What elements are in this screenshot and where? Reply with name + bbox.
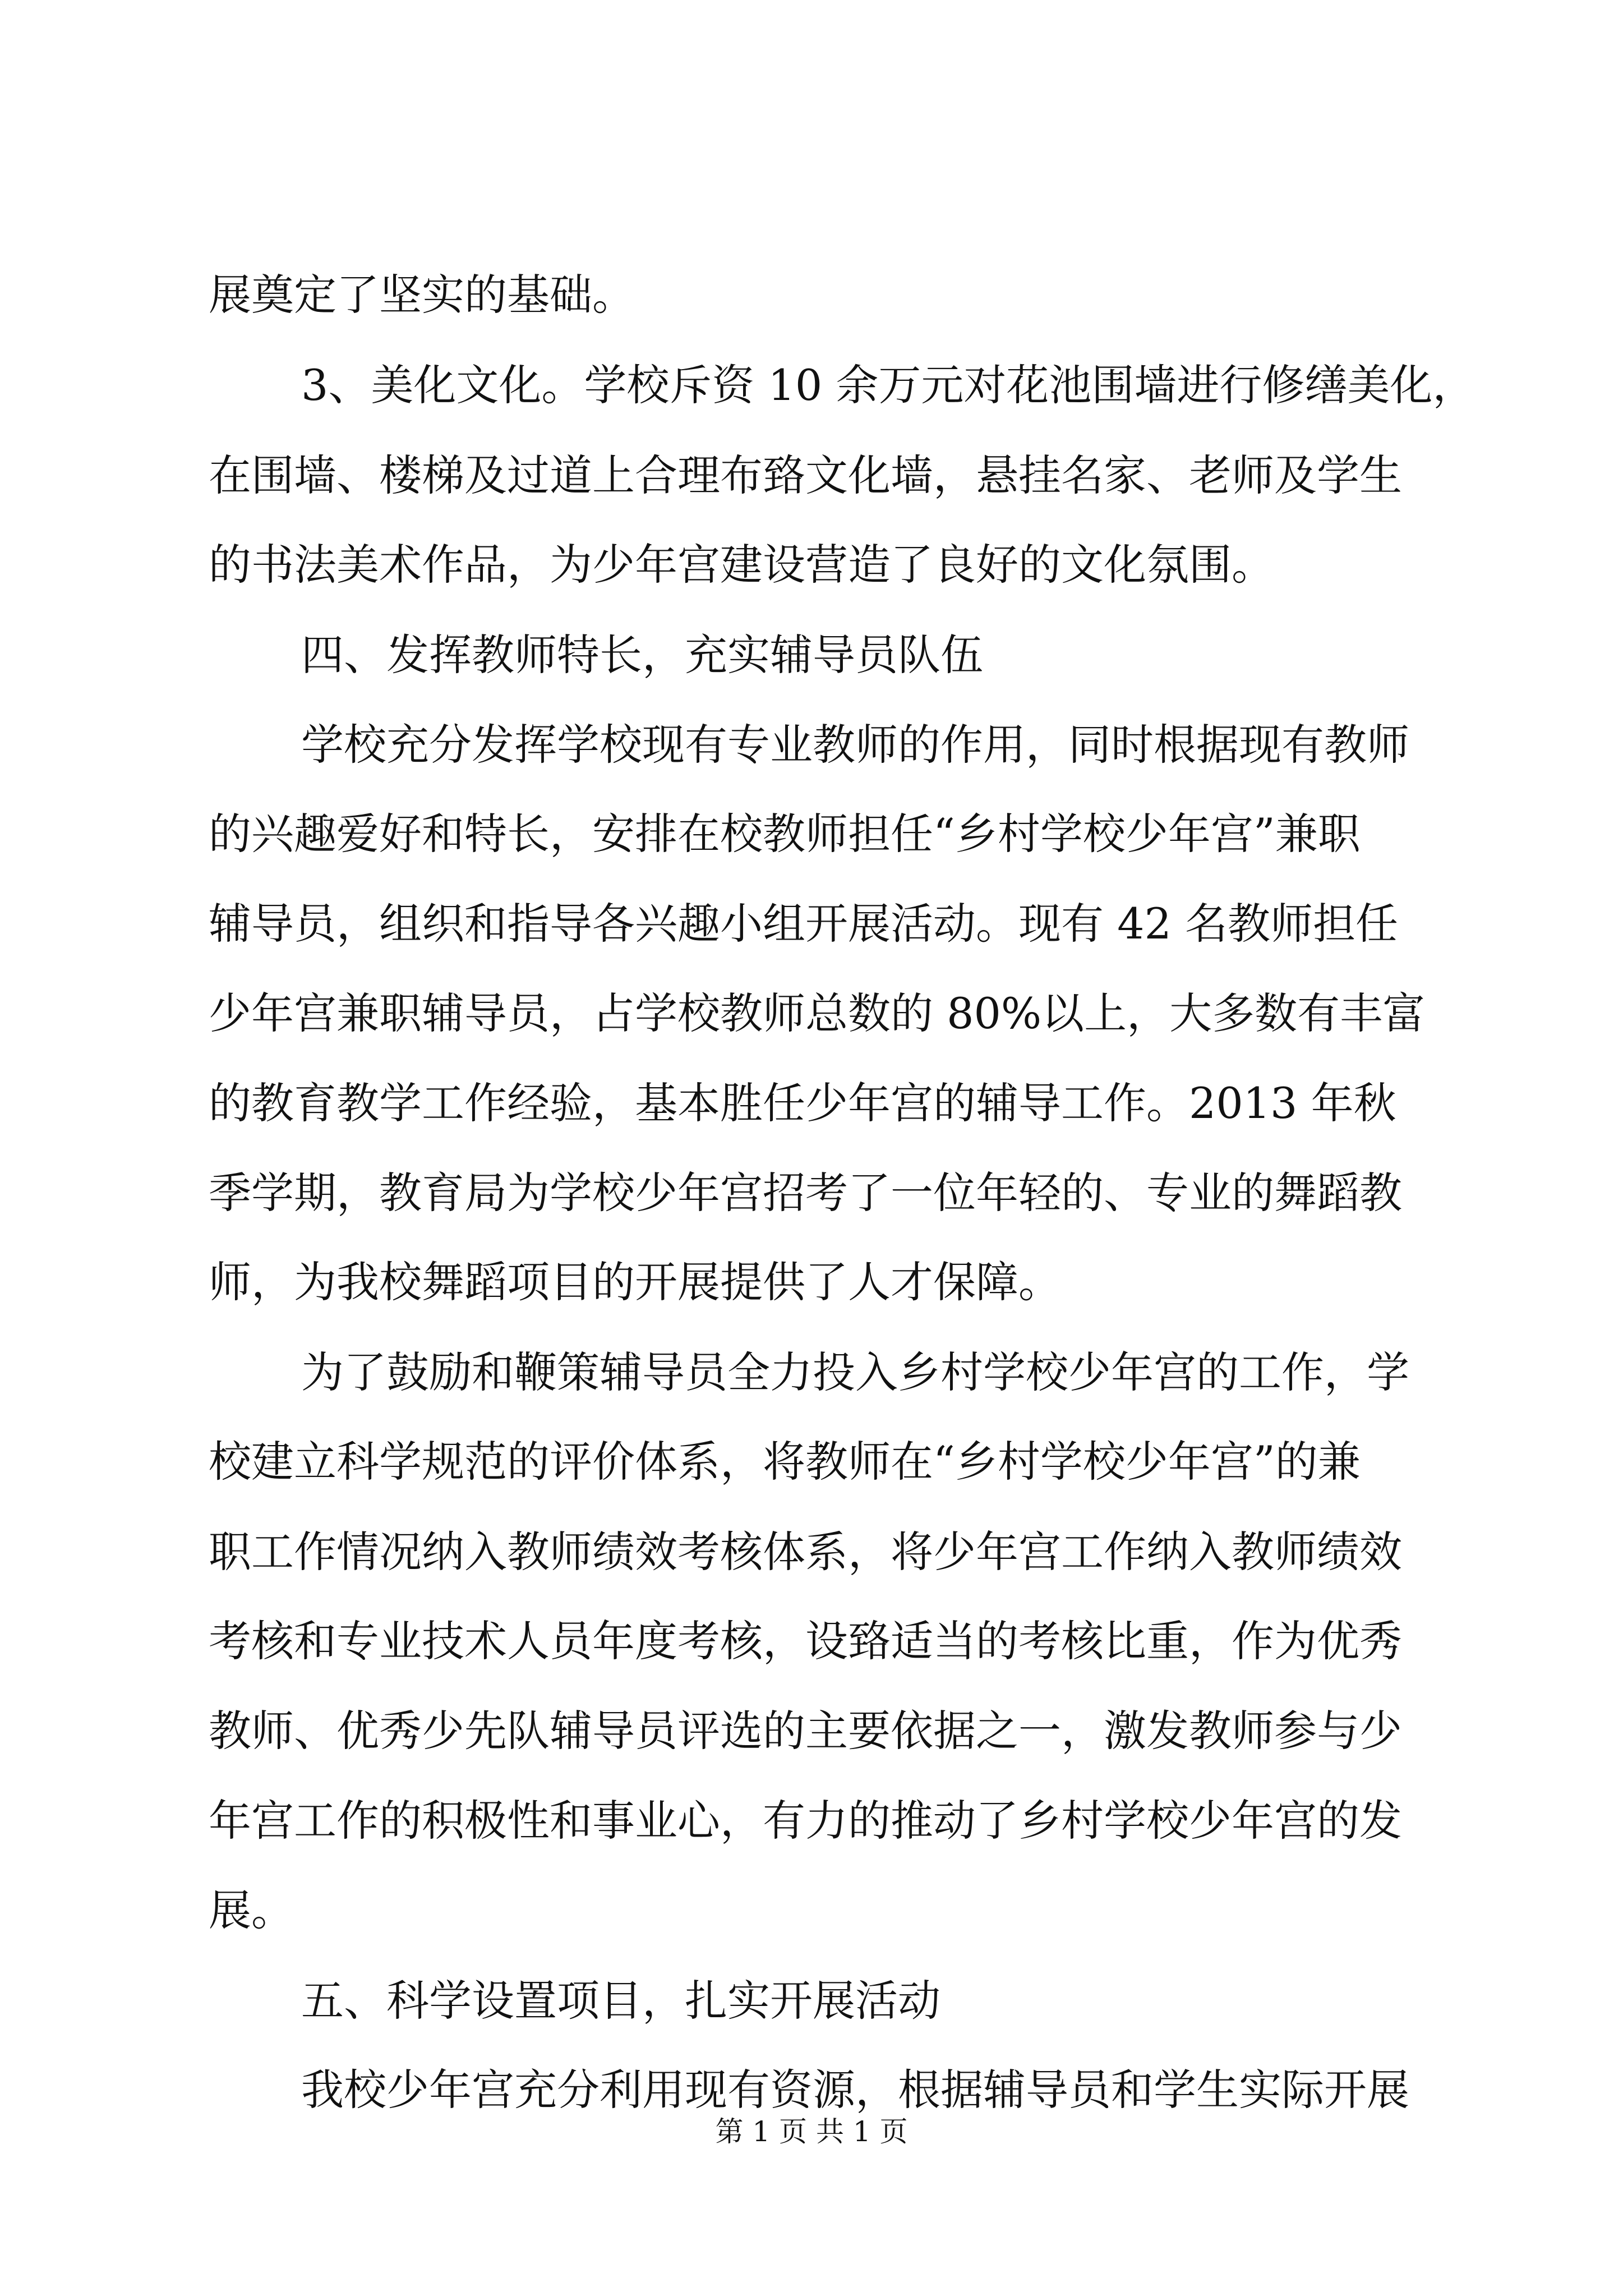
text-line: 年宫工作的积极性和事业心，有力的推动了乡村学校少年宫的发 <box>209 1796 1402 1846</box>
text-line: 教师、优秀少先队辅导员评选的主要依据之一，激发教师参与少 <box>209 1706 1402 1756</box>
text-line: 职工作情况纳入教师绩效考核体系，将少年宫工作纳入教师绩效 <box>209 1527 1402 1577</box>
text-line: 在围墙、楼梯及过道上合理布臵文化墙，悬挂名家、老师及学生 <box>209 450 1402 500</box>
text-line: 的书法美术作品，为少年宫建设营造了良好的文化氛围。 <box>209 540 1274 590</box>
text-line: 少年宫兼职辅导员，占学校教师总数的 80%以上，大多数有丰富 <box>209 988 1426 1038</box>
text-line: 辅导员，组织和指导各兴趣小组开展活动。现有 42 名教师担任 <box>209 899 1399 949</box>
text-line: 为了鼓励和鞭策辅导员全力投入乡村学校少年宫的工作，学 <box>301 1347 1409 1397</box>
section-heading: 五、科学设置项目，扎实开展活动 <box>301 1976 940 2026</box>
section-heading: 四、发挥教师特长，充实辅导员队伍 <box>301 630 983 680</box>
text-line: 考核和专业技术人员年度考核，设臵适当的考核比重，作为优秀 <box>209 1616 1402 1666</box>
text-line: 师，为我校舞蹈项目的开展提供了人才保障。 <box>209 1257 1061 1307</box>
text-line: 季学期，教育局为学校少年宫招考了一位年轻的、专业的舞蹈教 <box>209 1168 1402 1218</box>
text-line: 的教育教学工作经验，基本胜任少年宫的辅导工作。2013 年秋 <box>209 1078 1396 1128</box>
text-line: 展。 <box>209 1885 294 1935</box>
page-footer: 第 1 页 共 1 页 <box>715 2115 908 2148</box>
text-line: 我校少年宫充分利用现有资源，根据辅导员和学生实际开展 <box>301 2065 1409 2115</box>
text-line: 展奠定了坚实的基础。 <box>209 270 635 320</box>
text-line: 的兴趣爱好和特长，安排在校教师担任“乡村学校少年宫”兼职 <box>209 809 1361 859</box>
text-line: 3、美化文化。学校斥资 10 余万元对花池围墙进行修缮美化， <box>301 360 1476 410</box>
text-line: 校建立科学规范的评价体系，将教师在“乡村学校少年宫”的兼 <box>209 1437 1361 1487</box>
text-line: 学校充分发挥学校现有专业教师的作用，同时根据现有教师 <box>301 720 1409 770</box>
